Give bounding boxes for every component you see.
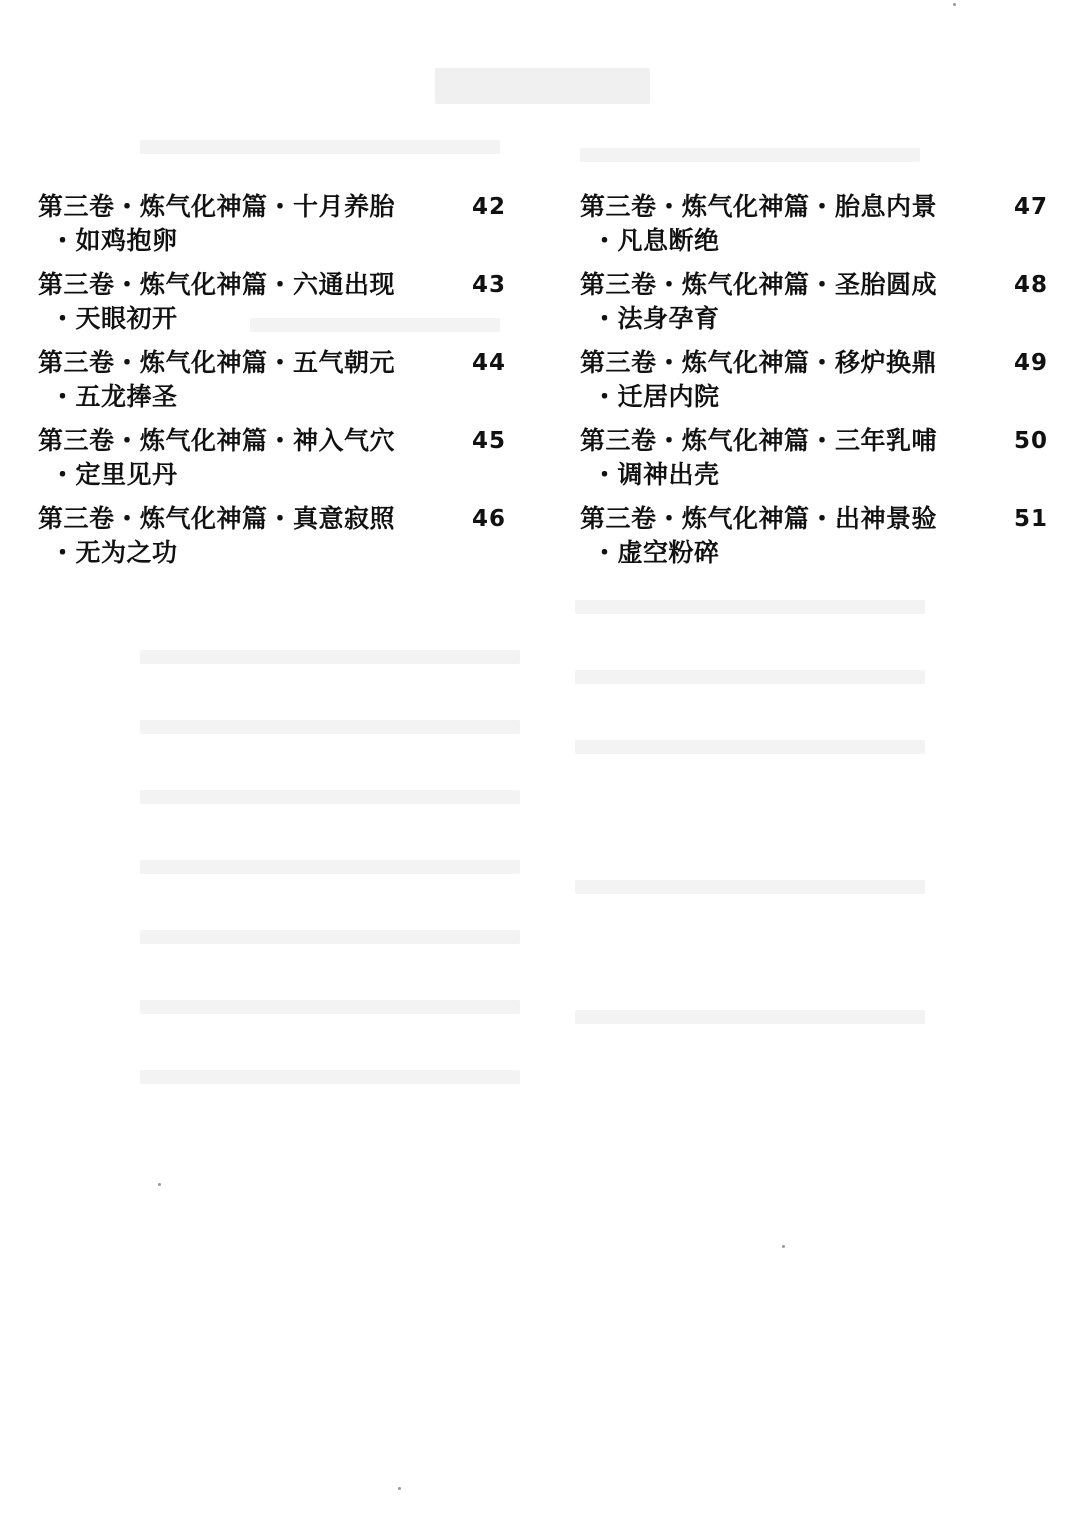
- toc-entry-subtitle: ・如鸡抱卵: [50, 226, 178, 255]
- bleed-through-line: [575, 740, 925, 754]
- toc-entry-subtitle: ・天眼初开: [50, 304, 178, 333]
- bleed-through-line: [140, 1070, 520, 1084]
- bleed-through-line: [575, 1010, 925, 1024]
- bleed-through-line: [140, 860, 520, 874]
- toc-page-number: 50: [1014, 428, 1049, 454]
- toc-right-column: [580, 190, 1060, 580]
- toc-page-number: 46: [472, 506, 507, 532]
- toc-entry-subtitle: ・虚空粉碎: [592, 538, 720, 567]
- toc-entry-heading: 第三卷・炼气化神篇・五气朝元: [38, 348, 396, 377]
- toc-page-number: 42: [472, 194, 507, 220]
- toc-entry[interactable]: [38, 268, 518, 346]
- toc-entry[interactable]: [580, 346, 1060, 424]
- toc-entry-subtitle: ・凡息断绝: [592, 226, 720, 255]
- toc-page-number: 43: [472, 272, 507, 298]
- bleed-through-line: [575, 600, 925, 614]
- toc-entry[interactable]: [38, 190, 518, 268]
- speck: [158, 1183, 161, 1186]
- toc-page-number: 48: [1014, 272, 1049, 298]
- toc-entry-heading: 第三卷・炼气化神篇・神入气穴: [38, 426, 396, 455]
- bleed-through-line: [140, 790, 520, 804]
- toc-entry-heading: 第三卷・炼气化神篇・出神景验: [580, 504, 938, 533]
- toc-entry[interactable]: [38, 424, 518, 502]
- toc-entry-heading: 第三卷・炼气化神篇・三年乳哺: [580, 426, 938, 455]
- toc-entry[interactable]: [580, 502, 1060, 580]
- bleed-through-line: [580, 148, 920, 162]
- toc-entry-heading: 第三卷・炼气化神篇・移炉换鼎: [580, 348, 938, 377]
- toc-entry-heading: 第三卷・炼气化神篇・胎息内景: [580, 192, 938, 221]
- bleed-through-line: [140, 140, 500, 154]
- toc-entry-subtitle: ・五龙捧圣: [50, 382, 178, 411]
- toc-entry-subtitle: ・调神出壳: [592, 460, 720, 489]
- toc-entry[interactable]: [580, 190, 1060, 268]
- bleed-through-title: [435, 68, 650, 104]
- toc-entry-subtitle: ・法身孕育: [592, 304, 720, 333]
- toc-entry-heading: 第三卷・炼气化神篇・六通出现: [38, 270, 396, 299]
- toc-entry[interactable]: [38, 346, 518, 424]
- speck: [398, 1487, 401, 1490]
- bleed-through-line: [140, 720, 520, 734]
- toc-entry[interactable]: [38, 502, 518, 580]
- bleed-through-line: [140, 930, 520, 944]
- toc-entry-subtitle: ・迁居内院: [592, 382, 720, 411]
- toc-entry-heading: 第三卷・炼气化神篇・真意寂照: [38, 504, 396, 533]
- toc-entry-heading: 第三卷・炼气化神篇・圣胎圆成: [580, 270, 938, 299]
- toc-page-number: 44: [472, 350, 507, 376]
- toc-entry[interactable]: [580, 424, 1060, 502]
- toc-page-number: 47: [1014, 194, 1049, 220]
- toc-page-number: 45: [472, 428, 507, 454]
- toc-entry[interactable]: [580, 268, 1060, 346]
- bleed-through-line: [140, 650, 520, 664]
- bleed-through-line: [575, 670, 925, 684]
- toc-entry-heading: 第三卷・炼气化神篇・十月养胎: [38, 192, 396, 221]
- toc-entry-subtitle: ・无为之功: [50, 538, 178, 567]
- toc-left-column: [38, 190, 518, 580]
- speck: [953, 3, 956, 6]
- toc-page-number: 49: [1014, 350, 1049, 376]
- speck: [782, 1245, 785, 1248]
- bleed-through-line: [575, 880, 925, 894]
- toc-entry-subtitle: ・定里见丹: [50, 460, 178, 489]
- bleed-through-line: [140, 1000, 520, 1014]
- toc-page-number: 51: [1014, 506, 1049, 532]
